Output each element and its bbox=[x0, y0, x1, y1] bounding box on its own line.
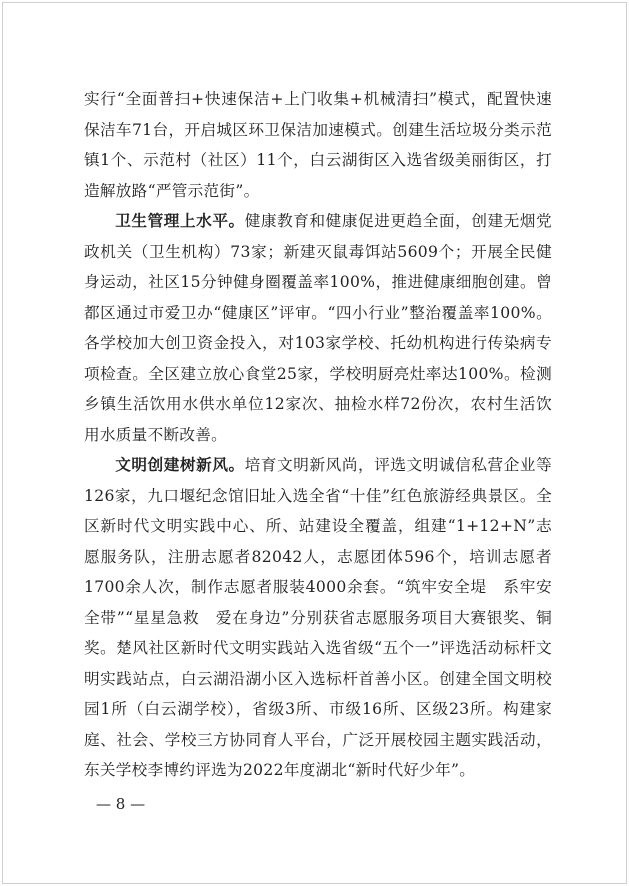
paragraph-text: 培育文明新风尚，评选文明诚信私营企业等126家，九口堰纪念馆旧址入选全省“十佳”红色旅游经典景区。全区新时代文明实践中心、所、站建设全覆盖，组建“1+12+N”志愿服务队，注册志愿者82042人，志愿团体596个，培训志愿者1700余人次，制作志愿者服装4000余套。“筑牢安全堤 系牢安全带”“星星急救 爱在身边”分别获省志愿服务项目大赛银奖、铜奖。楚风社区新时代文明实践站入选省级“五个一”评选活动标杆文明实践站点，白云湖沿湖小区入选标杆首善小区。创建全国文明校园1所（白云湖学校），省级3所、市级16所、区级23所。构建家庭、社会、学校三方协同育人平台，广泛开展校园主题实践活动，东关学校李博约评选为2022年度湖北“新时代好少年”。 bbox=[84, 456, 552, 779]
document-body bbox=[84, 84, 552, 786]
paragraph-civilization bbox=[84, 450, 552, 786]
paragraph-sanitation bbox=[84, 84, 552, 206]
page-number: — 8 — bbox=[96, 795, 146, 813]
paragraph-text: 健康教育和健康促进更趋全面，创建无烟党政机关（卫生机构）73家；新建灭鼠毒饵站5609个；开展全民健身运动，社区15分钟健身圈覆盖率100%，推进健康细胞创建。曾都区通过市爱卫办“健康区”评审。“四小行业”整治覆盖率100%。各学校加大创卫资金投入，对103家学校、托幼机构进行传染病专项检查。全区建立放心食堂25家，学校明厨亮灶率达100%。检测乡镇生活饮用水供水单位12家次、抽检水样72份次，农村生活饮用水质量不断改善。 bbox=[84, 212, 552, 444]
paragraph-lead: 文明创建树新风。 bbox=[115, 456, 245, 474]
paragraph-health-management bbox=[84, 206, 552, 450]
paragraph-text: 实行“全面普扫+快速保洁+上门收集+机械清扫”模式，配置快速保洁车71台，开启城区环卫保洁加速模式。创建生活垃圾分类示范镇1个、示范村（社区）11个，白云湖街区入选省级美丽街区，打造解放路“严管示范街”。 bbox=[84, 90, 552, 200]
paragraph-lead: 卫生管理上水平。 bbox=[115, 212, 245, 230]
